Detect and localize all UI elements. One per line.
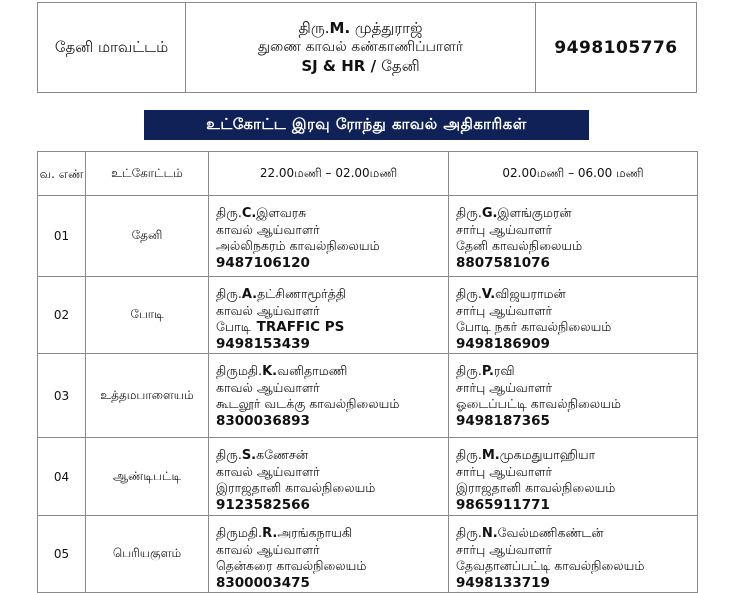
officer-station-name: போடி நகர் காவல்நிலையம்	[456, 319, 612, 334]
officer-station	[216, 480, 448, 496]
officer-name	[216, 525, 448, 542]
shift1-officer-cell	[209, 196, 449, 277]
officer-phone: 9123582566	[216, 497, 310, 513]
officer-station-extra: TRAFFIC PS	[256, 319, 345, 335]
officer-station	[456, 480, 697, 496]
officer-name	[456, 447, 697, 464]
officer-initial: K.	[262, 364, 278, 379]
officer-prefix: திரு.	[216, 205, 242, 220]
officer-given-name: வனிதாமணி	[277, 363, 348, 378]
row-subdivision: போடி	[86, 277, 209, 354]
officer-phone: 9487106120	[216, 255, 310, 271]
officer-initial: N.	[481, 526, 498, 541]
officer-station	[456, 396, 697, 412]
officer-phone: 8300003475	[216, 575, 310, 591]
officer-phone: 9498186909	[456, 336, 550, 352]
shift2-officer-cell	[449, 354, 698, 438]
header-officer-prefix: திரு.	[298, 19, 330, 37]
shift2-officer-cell	[449, 196, 698, 277]
officer-name	[216, 286, 448, 303]
officer-station-name: கூடலூர் வடக்கு காவல்நிலையம்	[216, 396, 400, 411]
officer-station	[216, 396, 448, 412]
officer-given-name: விஜயராமன்	[495, 286, 566, 301]
row-serial: 05	[38, 516, 86, 593]
header-officer-name	[186, 19, 535, 38]
shift1-officer-cell	[209, 516, 449, 593]
col-header-sl-text: வ. எண்	[39, 166, 84, 181]
officer-rank: காவல் ஆய்வாளர்	[216, 380, 320, 395]
header-unit-code: SJ & HR /	[301, 57, 377, 75]
row-subdivision: பெரியகுளம்	[86, 516, 209, 593]
officer-phone: 8300036893	[216, 413, 310, 429]
officer-name	[216, 363, 448, 380]
officer-rank: காவல் ஆய்வாளர்	[216, 464, 320, 479]
officer-rank: காவல் ஆய்வாளர்	[216, 222, 320, 237]
officer-phone: 9498187365	[456, 413, 550, 429]
officer-station-name: அல்லிநகரம் காவல்நிலையம்	[216, 238, 380, 253]
officer-phone: 9498153439	[216, 336, 310, 352]
header-unit-place: தேனி	[381, 57, 420, 75]
officer-prefix: திருமதி.	[216, 363, 263, 378]
shift2-officer-cell	[449, 516, 698, 593]
officer-station	[216, 558, 448, 574]
patrol-table	[37, 151, 698, 593]
officer-station-name: போடி	[216, 319, 251, 334]
col-header-shift1: 22.00மணி – 02.00மணி	[209, 152, 449, 196]
officer-name	[216, 205, 448, 222]
officer-given-name: அரங்கநாயகி	[277, 525, 353, 540]
officer-rank: காவல் ஆய்வாளர்	[216, 542, 320, 557]
row-serial: 02	[38, 277, 86, 354]
officer-prefix: திரு.	[456, 205, 482, 220]
shift2-officer-cell	[449, 277, 698, 354]
officer-given-name: முகமதுயாஹியா	[499, 447, 596, 462]
officer-rank: சார்பு ஆய்வாளர்	[456, 542, 553, 557]
officer-prefix: திரு.	[216, 447, 242, 462]
officer-initial: M.	[481, 448, 500, 463]
officer-station	[216, 238, 448, 254]
row-serial: 03	[38, 354, 86, 438]
officer-phone: 8807581076	[456, 255, 550, 271]
officer-station	[216, 319, 448, 335]
header-officer	[186, 3, 536, 93]
col-header-subdivision: உட்கோட்டம்	[86, 152, 209, 196]
table-header-row	[38, 152, 698, 196]
officer-name	[456, 205, 697, 222]
shift1-officer-cell	[209, 354, 449, 438]
officer-phone: 9865911771	[456, 497, 550, 513]
section-banner: உட்கோட்ட இரவு ரோந்து காவல் அதிகாரிகள்	[144, 110, 589, 140]
officer-station-name: தென்கரை காவல்நிலையம்	[216, 558, 367, 573]
officer-initial: C.	[241, 206, 257, 221]
officer-name	[456, 525, 697, 542]
officer-prefix: திருமதி.	[216, 525, 263, 540]
officer-rank: சார்பு ஆய்வாளர்	[456, 464, 553, 479]
officer-name	[216, 447, 448, 464]
header-officer-initial: M.	[329, 19, 351, 37]
officer-prefix: திரு.	[216, 286, 242, 301]
officer-given-name: இளவரசு	[256, 205, 307, 220]
officer-given-name: கணேசன்	[256, 447, 308, 462]
officer-prefix: திரு.	[456, 286, 482, 301]
officer-given-name: இளங்குமரன்	[497, 205, 572, 220]
officer-station	[456, 558, 697, 574]
officer-station-name: தேனி காவல்நிலையம்	[456, 238, 583, 253]
district-name: தேனி மாவட்டம்	[38, 3, 186, 93]
officer-prefix: திரு.	[456, 447, 482, 462]
row-serial: 01	[38, 196, 86, 277]
row-subdivision: உத்தமபாளையம்	[86, 354, 209, 438]
officer-rank: சார்பு ஆய்வாளர்	[456, 380, 553, 395]
officer-initial: A.	[241, 287, 258, 302]
row-subdivision: ஆண்டிபட்டி	[86, 438, 209, 516]
officer-prefix: திரு.	[456, 363, 482, 378]
shift1-officer-cell	[209, 277, 449, 354]
officer-station-name: தேவதானப்பட்டி காவல்நிலையம்	[456, 558, 645, 573]
header-phone: 9498105776	[536, 3, 697, 93]
shift2-officer-cell	[449, 438, 698, 516]
shift1-officer-cell	[209, 438, 449, 516]
row-subdivision: தேனி	[86, 196, 209, 277]
header-officer-designation: துணை காவல் கண்காணிப்பாளர்	[257, 39, 464, 55]
table-row	[38, 516, 698, 593]
officer-station	[456, 319, 697, 335]
officer-given-name: ரவி	[493, 363, 515, 378]
officer-initial: R.	[262, 526, 278, 541]
header-table	[37, 2, 697, 93]
officer-rank: சார்பு ஆய்வாளர்	[456, 222, 553, 237]
officer-station-name: இராஜதானி காவல்நிலையம்	[456, 480, 616, 495]
officer-rank: சார்பு ஆய்வாளர்	[456, 303, 553, 318]
officer-rank: காவல் ஆய்வாளர்	[216, 303, 320, 318]
row-serial: 04	[38, 438, 86, 516]
header-officer-unit	[186, 57, 535, 76]
officer-prefix: திரு.	[456, 525, 482, 540]
officer-station-name: ஓடைப்பட்டி காவல்நிலையம்	[456, 396, 621, 411]
officer-given-name: தட்சிணாமூர்த்தி	[257, 286, 347, 301]
table-row	[38, 277, 698, 354]
header-officer-given-name: முத்துராஜ்	[354, 19, 423, 37]
officer-initial: G.	[481, 206, 498, 221]
officer-initial: S.	[241, 448, 257, 463]
col-header-sl	[38, 152, 86, 196]
officer-station-name: இராஜதானி காவல்நிலையம்	[216, 480, 376, 495]
table-row	[38, 438, 698, 516]
table-row	[38, 354, 698, 438]
table-row	[38, 196, 698, 277]
col-header-shift2: 02.00மணி – 06.00 மணி	[449, 152, 698, 196]
officer-initial: V.	[481, 287, 496, 302]
officer-station	[456, 238, 697, 254]
officer-given-name: வேல்மணிகண்டன்	[497, 525, 604, 540]
officer-name	[456, 286, 697, 303]
officer-name	[456, 363, 697, 380]
officer-phone: 9498133719	[456, 575, 550, 591]
officer-initial: P.	[481, 364, 494, 379]
